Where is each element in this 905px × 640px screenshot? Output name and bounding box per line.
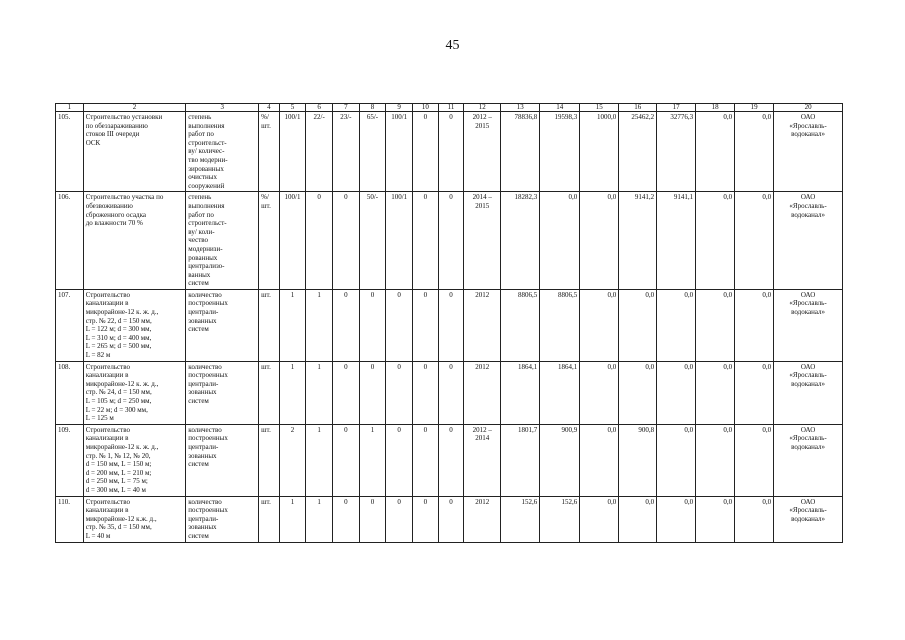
executor: ОАО «Ярославль- водоканал» — [774, 496, 843, 542]
value-col-11: 0 — [438, 496, 464, 542]
column-header-17: 17 — [657, 104, 696, 112]
executor: ОАО «Ярославль- водоканал» — [774, 112, 843, 192]
funding-col-16: 0,0 — [619, 289, 657, 361]
value-col-11: 0 — [438, 289, 464, 361]
funding-col-13: 78836,8 — [501, 112, 540, 192]
funding-col-19: 0,0 — [735, 424, 774, 496]
column-header-4: 4 — [259, 104, 280, 112]
funding-col-16: 25462,2 — [619, 112, 657, 192]
value-col-10: 0 — [413, 424, 439, 496]
unit: шт. — [259, 361, 280, 424]
funding-col-18: 0,0 — [696, 361, 735, 424]
column-header-5: 5 — [279, 104, 306, 112]
column-header-6: 6 — [306, 104, 333, 112]
column-header-11: 11 — [438, 104, 464, 112]
value-col-6: 1 — [306, 289, 333, 361]
column-header-12: 12 — [464, 104, 501, 112]
column-header-13: 13 — [501, 104, 540, 112]
column-header-19: 19 — [735, 104, 774, 112]
unit: шт. — [259, 496, 280, 542]
unit: шт. — [259, 289, 280, 361]
table-row — [56, 496, 843, 542]
table-row — [56, 192, 843, 290]
unit: %/ шт. — [259, 112, 280, 192]
page-number: 45 — [445, 38, 460, 53]
value-col-5: 2 — [279, 424, 306, 496]
funding-col-15: 0,0 — [580, 361, 619, 424]
program-table — [55, 103, 843, 543]
funding-col-15: 1000,0 — [580, 112, 619, 192]
value-col-6: 1 — [306, 424, 333, 496]
value-col-7: 23/- — [333, 112, 360, 192]
value-col-11: 0 — [438, 424, 464, 496]
funding-col-19: 0,0 — [735, 496, 774, 542]
funding-col-14: 152,6 — [540, 496, 580, 542]
measure-name: Строительство канализации в микрорайоне-12 к. ж. д., стр. № 24, d = 150 мм, L = 105 м; d = 250 мм, L = 22 м; d = 300 мм, L = 125 м — [83, 361, 186, 424]
column-header-2: 2 — [83, 104, 186, 112]
value-col-9: 0 — [386, 424, 413, 496]
value-col-9: 0 — [386, 289, 413, 361]
value-col-7: 0 — [333, 361, 360, 424]
row-number: 106. — [56, 192, 84, 290]
value-col-10: 0 — [413, 361, 439, 424]
period: 2012 — [464, 289, 501, 361]
funding-col-17: 0,0 — [657, 496, 696, 542]
funding-col-16: 900,8 — [619, 424, 657, 496]
funding-col-19: 0,0 — [735, 289, 774, 361]
column-header-3: 3 — [186, 104, 259, 112]
funding-col-17: 0,0 — [657, 424, 696, 496]
funding-col-17: 0,0 — [657, 289, 696, 361]
value-col-10: 0 — [413, 289, 439, 361]
funding-col-13: 1801,7 — [501, 424, 540, 496]
value-col-8: 1 — [359, 424, 386, 496]
indicator: степень выполнения работ по строительст- ву/ коли- чество модернизи- рованных централизо- ванных систем — [186, 192, 259, 290]
column-header-14: 14 — [540, 104, 580, 112]
column-header-16: 16 — [619, 104, 657, 112]
value-col-6: 1 — [306, 496, 333, 542]
value-col-11: 0 — [438, 112, 464, 192]
funding-col-19: 0,0 — [735, 112, 774, 192]
value-col-8: 0 — [359, 496, 386, 542]
funding-col-17: 0,0 — [657, 361, 696, 424]
value-col-7: 0 — [333, 424, 360, 496]
funding-col-18: 0,0 — [696, 112, 735, 192]
column-header-8: 8 — [359, 104, 386, 112]
value-col-8: 0 — [359, 361, 386, 424]
executor: ОАО «Ярославль- водоканал» — [774, 192, 843, 290]
indicator: количество построенных централи- зованных систем — [186, 361, 259, 424]
unit: шт. — [259, 424, 280, 496]
unit: %/ шт. — [259, 192, 280, 290]
indicator: количество построенных централи- зованных систем — [186, 424, 259, 496]
funding-col-14: 1864,1 — [540, 361, 580, 424]
row-number: 109. — [56, 424, 84, 496]
funding-col-19: 0,0 — [735, 192, 774, 290]
value-col-7: 0 — [333, 496, 360, 542]
funding-col-14: 0,0 — [540, 192, 580, 290]
value-col-9: 0 — [386, 496, 413, 542]
indicator: количество построенных централи- зованных систем — [186, 496, 259, 542]
row-number: 110. — [56, 496, 84, 542]
row-number: 107. — [56, 289, 84, 361]
measure-name: Строительство канализации в микрорайоне-12 к. ж. д., стр. № 22, d = 150 мм, L = 122 м; d = 300 мм, L = 310 м; d = 400 мм, L = 265 м; d = 500 мм, L = 82 м — [83, 289, 186, 361]
value-col-6: 0 — [306, 192, 333, 290]
value-col-9: 0 — [386, 361, 413, 424]
funding-col-14: 19598,3 — [540, 112, 580, 192]
value-col-5: 1 — [279, 361, 306, 424]
funding-col-15: 0,0 — [580, 424, 619, 496]
value-col-11: 0 — [438, 192, 464, 290]
table-row — [56, 289, 843, 361]
funding-col-18: 0,0 — [696, 192, 735, 290]
value-col-10: 0 — [413, 192, 439, 290]
value-col-6: 1 — [306, 361, 333, 424]
funding-col-16: 9141,2 — [619, 192, 657, 290]
measure-name: Строительство канализации в микрорайоне-12 к. ж. д., стр. № 1, № 12, № 20, d = 150 мм, L = 150 м; d = 200 мм, L = 210 м; d = 250 мм, L = 75 м; d = 300 мм, L = 40 м — [83, 424, 186, 496]
value-col-9: 100/1 — [386, 112, 413, 192]
measure-name: Строительство участка по обезвоживанию сброженного осадка до влажности 70 % — [83, 192, 186, 290]
executor: ОАО «Ярославль- водоканал» — [774, 424, 843, 496]
funding-col-13: 152,6 — [501, 496, 540, 542]
funding-col-15: 0,0 — [580, 496, 619, 542]
measure-name: Строительство канализации в микрорайоне-12 к.ж. д., стр. № 35, d = 150 мм, L = 40 м — [83, 496, 186, 542]
value-col-7: 0 — [333, 192, 360, 290]
funding-col-18: 0,0 — [696, 496, 735, 542]
funding-col-18: 0,0 — [696, 289, 735, 361]
funding-col-19: 0,0 — [735, 361, 774, 424]
funding-col-16: 0,0 — [619, 496, 657, 542]
period: 2012 — [464, 361, 501, 424]
value-col-6: 22/- — [306, 112, 333, 192]
value-col-5: 1 — [279, 289, 306, 361]
value-col-11: 0 — [438, 361, 464, 424]
funding-col-13: 18282,3 — [501, 192, 540, 290]
funding-col-15: 0,0 — [580, 289, 619, 361]
period: 2012 — [464, 496, 501, 542]
value-col-10: 0 — [413, 496, 439, 542]
funding-col-17: 9141,1 — [657, 192, 696, 290]
indicator: степень выполнения работ по строительст- ву/ количес- тво модерни- зированных очистных сооружений — [186, 112, 259, 192]
value-col-8: 65/- — [359, 112, 386, 192]
funding-col-17: 32776,3 — [657, 112, 696, 192]
funding-col-14: 8806,5 — [540, 289, 580, 361]
column-header-15: 15 — [580, 104, 619, 112]
period: 2012 – 2015 — [464, 112, 501, 192]
table-row — [56, 112, 843, 192]
column-header-9: 9 — [386, 104, 413, 112]
funding-col-13: 8806,5 — [501, 289, 540, 361]
measure-name: Строительство установки по обеззараживанию стоков III очереди ОСК — [83, 112, 186, 192]
table-row — [56, 424, 843, 496]
indicator: количество построенных централи- зованных систем — [186, 289, 259, 361]
column-header-7: 7 — [333, 104, 360, 112]
table-row — [56, 361, 843, 424]
funding-col-15: 0,0 — [580, 192, 619, 290]
column-header-10: 10 — [413, 104, 439, 112]
column-header-20: 20 — [774, 104, 843, 112]
row-number: 108. — [56, 361, 84, 424]
column-header-1: 1 — [56, 104, 84, 112]
value-col-5: 100/1 — [279, 192, 306, 290]
period: 2012 – 2014 — [464, 424, 501, 496]
value-col-9: 100/1 — [386, 192, 413, 290]
funding-col-16: 0,0 — [619, 361, 657, 424]
value-col-8: 0 — [359, 289, 386, 361]
value-col-10: 0 — [413, 112, 439, 192]
funding-col-18: 0,0 — [696, 424, 735, 496]
value-col-5: 1 — [279, 496, 306, 542]
value-col-8: 50/- — [359, 192, 386, 290]
row-number: 105. — [56, 112, 84, 192]
executor: ОАО «Ярославль- водоканал» — [774, 361, 843, 424]
funding-col-13: 1864,1 — [501, 361, 540, 424]
value-col-7: 0 — [333, 289, 360, 361]
funding-col-14: 900,9 — [540, 424, 580, 496]
period: 2014 – 2015 — [464, 192, 501, 290]
executor: ОАО «Ярославль- водоканал» — [774, 289, 843, 361]
value-col-5: 100/1 — [279, 112, 306, 192]
column-header-18: 18 — [696, 104, 735, 112]
column-number-row — [56, 104, 843, 112]
